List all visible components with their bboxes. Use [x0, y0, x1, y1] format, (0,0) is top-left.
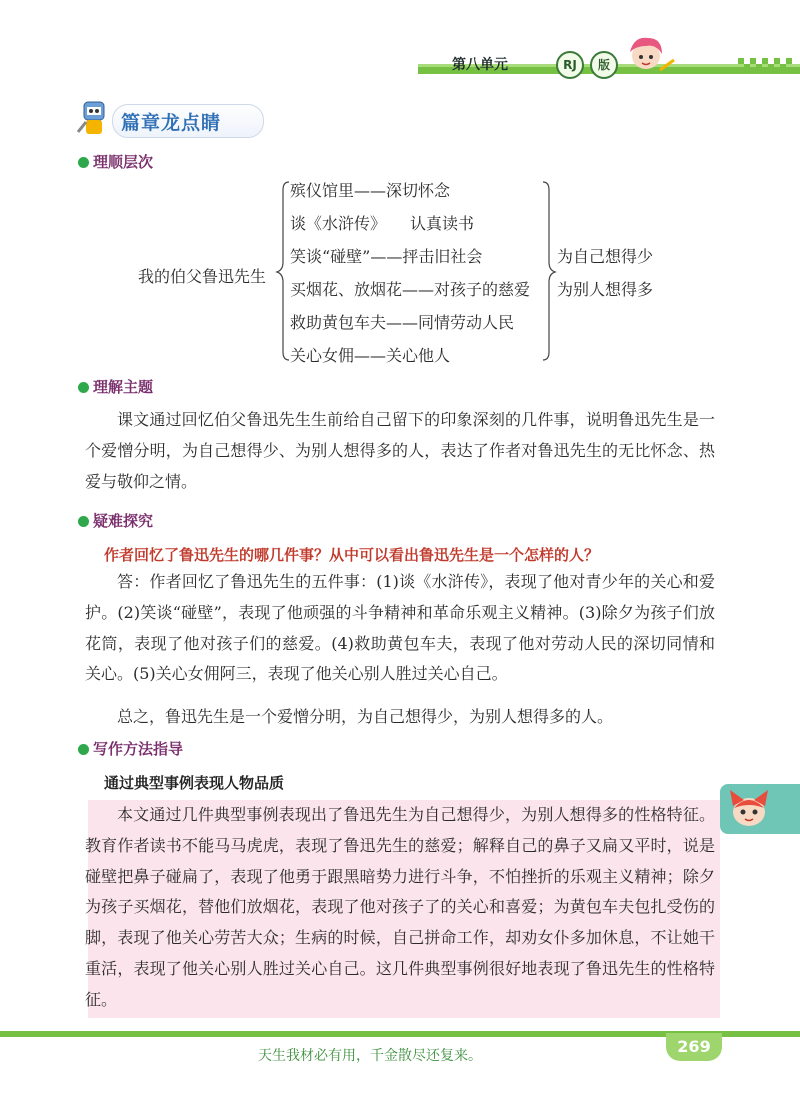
- green-dot-icon: [78, 516, 89, 527]
- writing-subtitle: 通过典型事例表现人物品质: [104, 774, 285, 792]
- heading-theme: 理解主题: [78, 376, 153, 397]
- robot-mascot-icon: [74, 98, 114, 138]
- structure-item: 谈《水浒传》 认真读书: [290, 214, 475, 233]
- edition-badge-ban: 版: [590, 51, 618, 79]
- footer-motto: 天生我材必有用，千金散尽还复来。: [258, 1048, 482, 1064]
- structure-right-line: 为自己想得少: [557, 247, 654, 266]
- green-dot-icon: [78, 157, 89, 168]
- unit-label: 第八单元: [452, 57, 508, 73]
- edition-badge-rj: RJ: [556, 51, 584, 79]
- structure-item: 救助黄包车夫——同情劳动人民: [290, 313, 515, 332]
- structure-right-line: 为别人想得多: [557, 280, 654, 299]
- green-dot-icon: [78, 382, 89, 393]
- section-title: 篇章龙点睛: [112, 104, 264, 138]
- side-tab: [720, 784, 800, 834]
- page-number: 269: [666, 1033, 722, 1061]
- structure-main-title: 我的伯父鲁迅先生: [138, 267, 267, 286]
- puzzle-answer: 答：作者回忆了鲁迅先生的五件事：(1)谈《水浒传》，表现了他对青少年的关心和爱护。(2)笑谈“碰壁”，表现了他顽强的斗争精神和革命乐观主义精神。(3)除夕为孩子们放花筒，表现了他对孩子们的慈爱。(4)救助黄包车夫，表现了他对劳动人民的深切同情和关心。(5)关心女佣阿三，表现了他关心别人胜过关心自己。: [85, 572, 715, 684]
- structure-item: 买烟花、放烟花——对孩子的慈爱: [290, 280, 531, 299]
- cartoon-girl-icon: [616, 30, 676, 80]
- puzzle-question: 作者回忆了鲁迅先生的哪几件事？从中可以看出鲁迅先生是一个怎样的人？: [104, 546, 600, 564]
- heading-structure: 理顺层次: [78, 151, 153, 172]
- green-dot-icon: [78, 744, 89, 755]
- structure-item: 关心女佣——关心他人: [290, 346, 451, 365]
- fox-mascot-icon: [724, 784, 774, 834]
- puzzle-summary: 总之，鲁迅先生是一个爱憎分明，为自己想得少，为别人想得多的人。: [117, 707, 614, 726]
- theme-paragraph: 课文通过回忆伯父鲁迅先生生前给自己留下的印象深刻的几件事，说明鲁迅先生是一个爱憎分明，为自己想得少、为别人想得多的人，表达了作者对鲁迅先生的无比怀念、热爱与敬仰之情。: [85, 410, 715, 491]
- checker-decoration: [738, 58, 798, 74]
- structure-item: 殡仪馆里——深切怀念: [290, 181, 451, 200]
- heading-puzzle: 疑难探究: [78, 510, 153, 531]
- heading-writing: 写作方法指导: [78, 738, 183, 759]
- writing-paragraph: 本文通过几件典型事例表现出了鲁迅先生为自己想得少，为别人想得多的性格特征。教育作者读书不能马马虎虎，表现了鲁迅先生的慈爱；解释自己的鼻子又扁又平时，说是碰壁把鼻子碰扁了，表现了他勇于跟黑暗势力进行斗争，不怕挫折的乐观主义精神；除夕为孩子买烟花，替他们放烟花，表现了他对孩子了的关心和喜爱；为黄包车夫包扎受伤的脚，表现了他关心劳苦大众；生病的时候，自己拼命工作，却劝女仆多加休息，不让她干重活，表现了他关心别人胜过关心自己。这几件典型事例很好地表现了鲁迅先生的性格特征。: [85, 805, 715, 1009]
- structure-item: 笑谈“碰壁”——抨击旧社会: [290, 247, 483, 266]
